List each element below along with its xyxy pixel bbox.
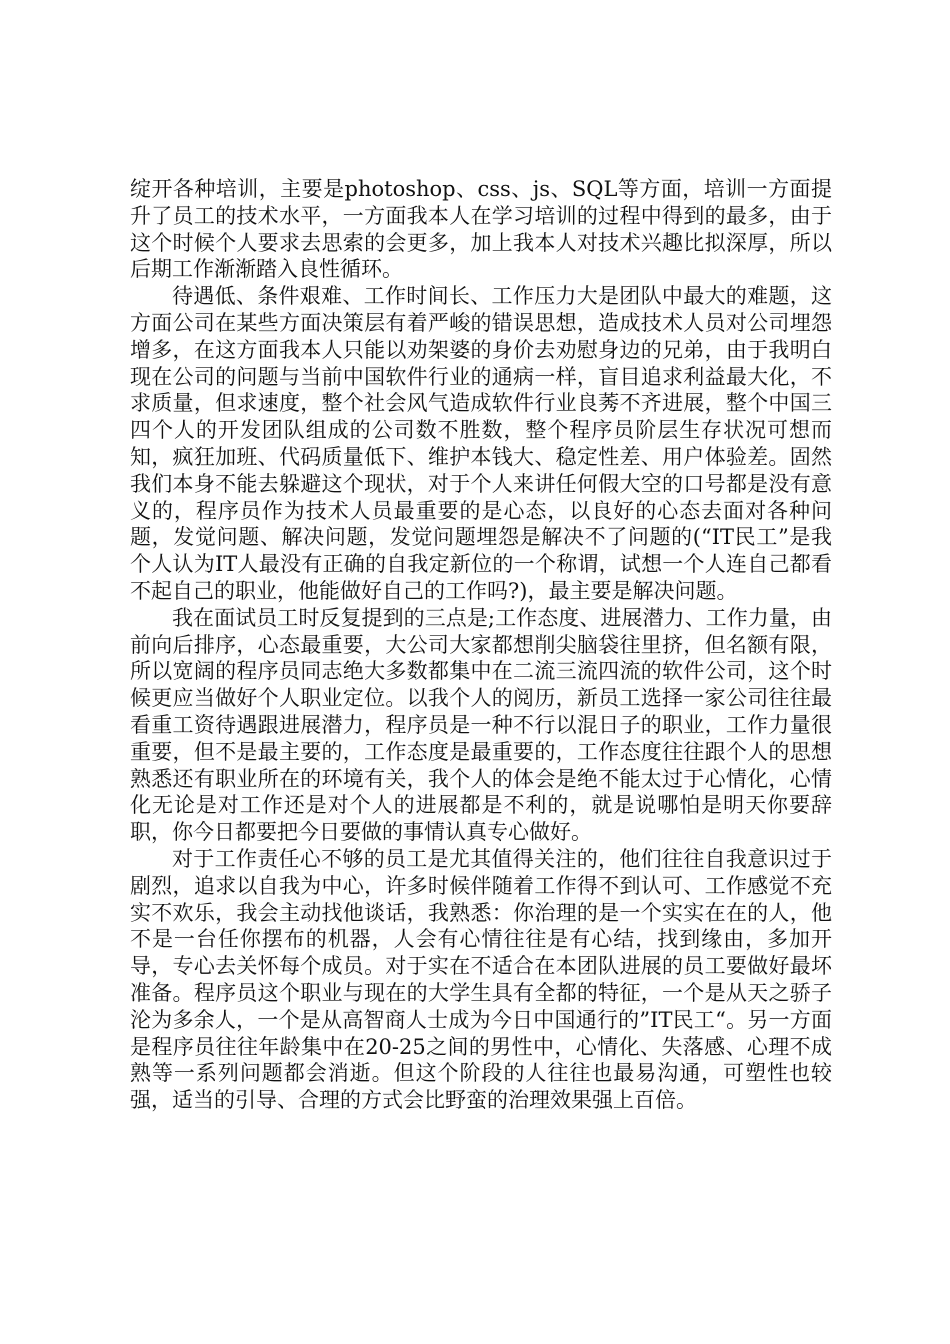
paragraph-1: 绽开各种培训，主要是photoshop、css、js、SQL等方面，培训一方面提升了员工的技术水平，一方面我本人在学习培训的过程中得到的最多，由于这个时候个人要求去思索的会更多，加上我本人对技术兴趣比拟深厚，所以后期工作渐渐踏入良性循环。	[130, 177, 832, 282]
paragraph-3: 我在面试员工时反复提到的三点是;工作态度、进展潜力、工作力量，由前向后排序，心态最重要，大公司大家都想削尖脑袋往里挤，但名额有限，所以宽阔的程序员同志绝大多数都集中在二流三流四流的软件公司，这个时候更应当做好个人职业定位。以我个人的阅历，新员工选择一家公司往往最看重工资待遇跟进展潜力，程序员是一种不行以混日子的职业，工作力量很重要，但不是最主要的，工作态度是最重要的，工作态度往往跟个人的思想熟悉还有职业所在的环境有关，我个人的体会是绝不能太过于心情化，心情化无论是对工作还是对个人的进展都是不利的，就是说哪怕是明天你要辞职，你今日都要把今日要做的事情认真专心做好。	[130, 605, 832, 845]
paragraph-2: 待遇低、条件艰难、工作时间长、工作压力大是团队中最大的难题，这方面公司在某些方面决策层有着严峻的错误思想，造成技术人员对公司埋怨增多，在这方面我本人只能以劝架婆的身价去劝慰身边的兄弟，由于我明白现在公司的问题与当前中国软件行业的通病一样，盲目追求利益最大化，不求质量，但求速度，整个社会风气造成软件行业良莠不齐进展，整个中国三四个人的开发团队组成的公司数不胜数，整个程序员阶层生存状况可想而知，疯狂加班、代码质量低下、维护本钱大、稳定性差、用户体验差。固然我们本身不能去躲避这个现状，对于个人来讲任何假大空的口号都是没有意义的，程序员作为技术人员最重要的是心态，以良好的心态去面对各种问题，发觉问题、解决问题，发觉问题埋怨是解决不了问题的(“IT民工”是我个人认为IT人最没有正确的自我定新位的一个称谓，试想一个人连自己都看不起自己的职业，他能做好自己的工作吗?)，最主要是解决问题。	[130, 284, 832, 603]
paragraph-4: 对于工作责任心不够的员工是尤其值得关注的，他们往往自我意识过于剧烈，追求以自我为中心，许多时候伴随着工作得不到认可、工作感觉不充实不欢乐，我会主动找他谈话，我熟悉：你治理的是一个实实在在的人，他不是一台任你摆布的机器，人会有心情往往是有心结，找到缘由，多加开导，专心去关怀每个成员。对于实在不适合在本团队进展的员工要做好最坏准备。程序员这个职业与现在的大学生具有全都的特征，一个是从天之骄子沦为多余人，一个是从高智商人士成为今日中国通行的”IT民工“。另一方面是程序员往往年龄集中在20-25之间的男性中，心情化、失落感、心理不成熟等一系列问题都会消逝。但这个阶段的人往往也最易沟通，可塑性也较强，适当的引导、合理的方式会比野蛮的治理效果强上百倍。	[130, 846, 832, 1113]
document-body	[130, 176, 832, 1114]
